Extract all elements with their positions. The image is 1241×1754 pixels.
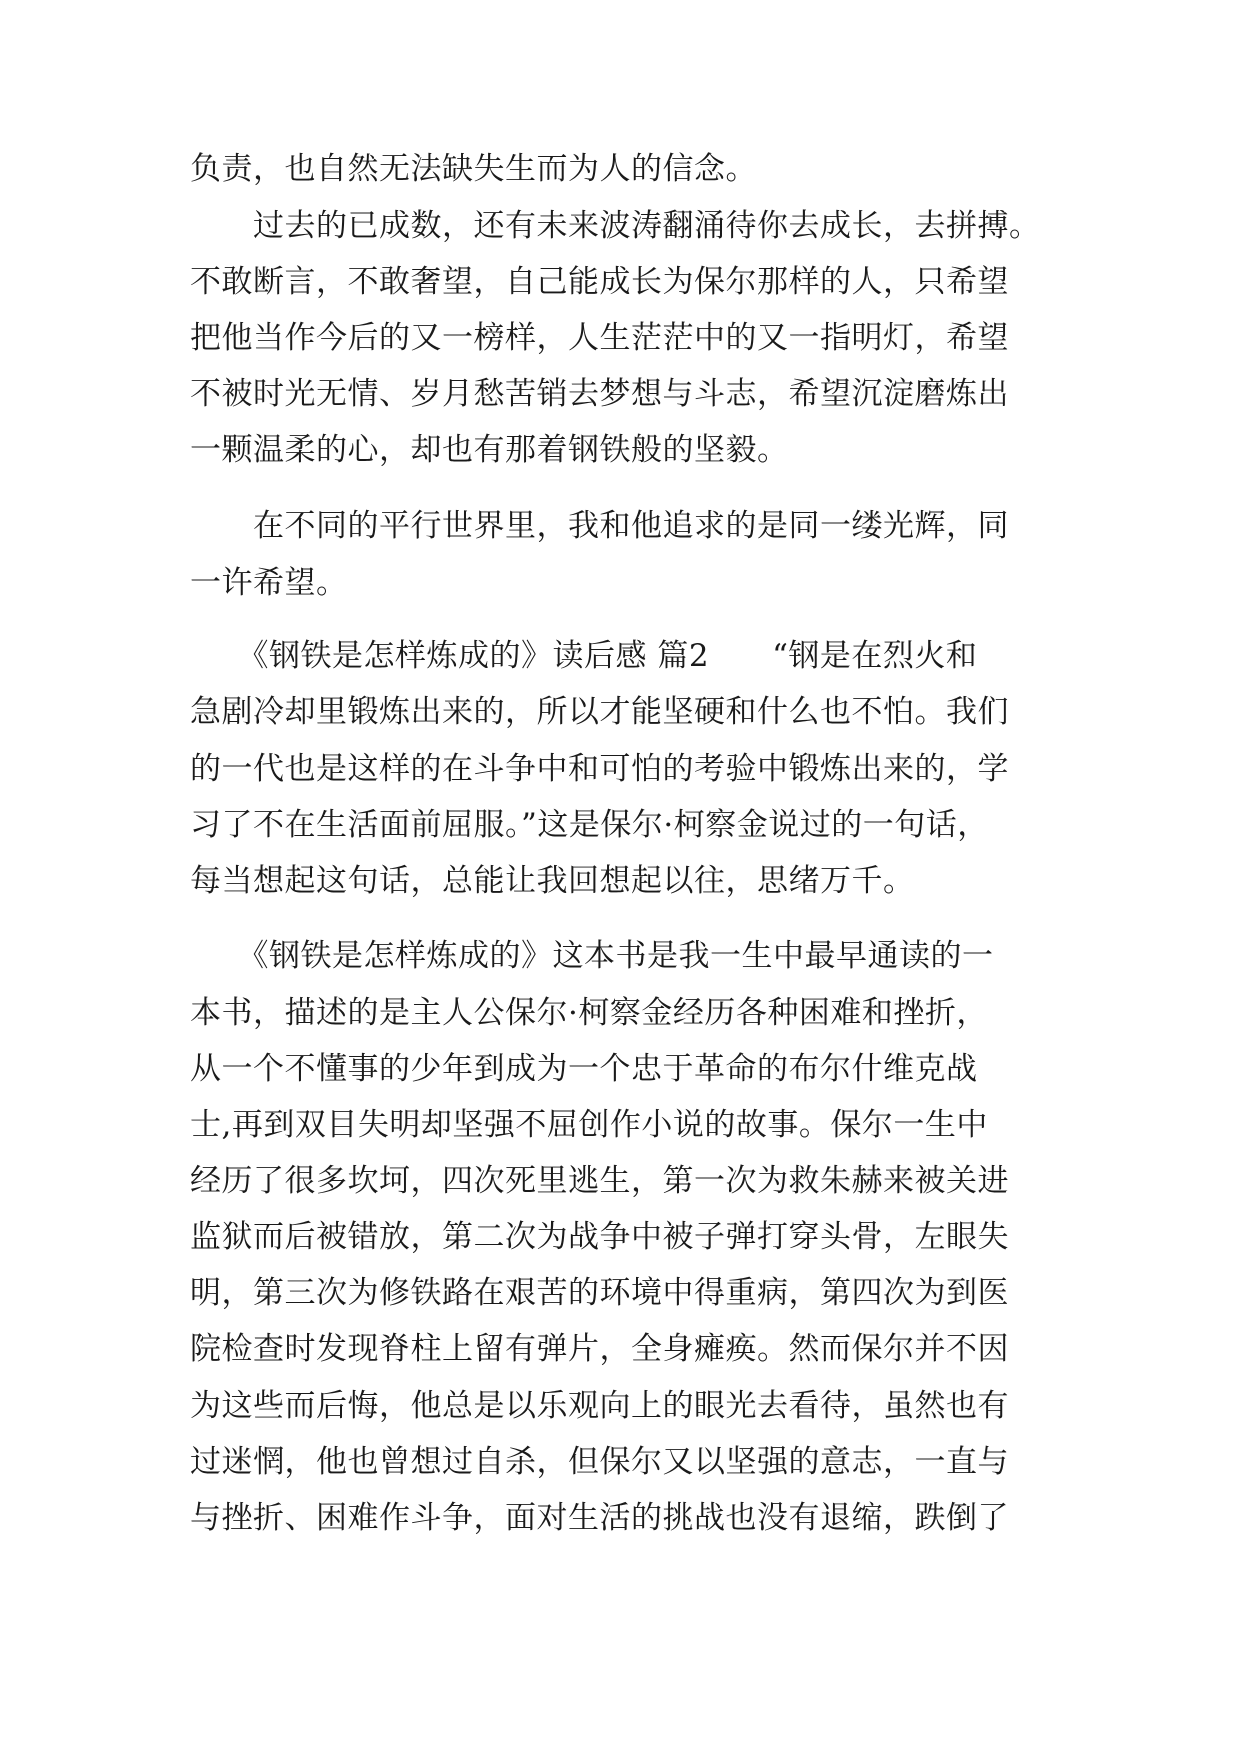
text-line: 的一代也是这样的在斗争中和可怕的考验中锻炼出来的，学 (190, 751, 1009, 787)
text-line: 监狱而后被错放，第二次为战争中被子弹打穿头骨，左眼失 (190, 1219, 1009, 1255)
text-line: 过去的已成数，还有未来波涛翻涌待你去成长，去拼搏。 (190, 208, 1041, 244)
text-line: 每当想起这句话，总能让我回想起以往，思绪万千。 (190, 863, 915, 899)
text-line: 习了不在生活面前屈服。”这是保尔·柯察金说过的一句话， (190, 807, 989, 843)
text-line: 过迷惘，他也曾想过自杀，但保尔又以坚强的意志，一直与 (190, 1444, 1009, 1480)
text-line: 急剧冷却里锻炼出来的，所以才能坚硬和什么也不怕。我们 (190, 694, 1009, 730)
text-line: 本书，描述的是主人公保尔·柯察金经历各种困难和挫折， (190, 995, 988, 1031)
text-line: 一许希望。 (190, 565, 348, 601)
text-line: 经历了很多坎坷，四次死里逃生，第一次为救朱赫来被关进 (190, 1163, 1009, 1199)
text-line: 不被时光无情、岁月愁苦销去梦想与斗志，希望沉淀磨炼出 (190, 376, 1009, 412)
text-line: 为这些而后悔，他总是以乐观向上的眼光去看待，虽然也有 (190, 1388, 1009, 1424)
text-line: 不敢断言，不敢奢望，自己能成长为保尔那样的人，只希望 (190, 264, 1009, 300)
text-line: 负责，也自然无法缺失生而为人的信念。 (190, 151, 757, 187)
text-line: 《钢铁是怎样炼成的》这本书是我一生中最早通读的一 (190, 938, 994, 974)
text-line: 明，第三次为修铁路在艰苦的环境中得重病，第四次为到医 (190, 1275, 1009, 1311)
text-line: 一颗温柔的心，却也有那着钢铁般的坚毅。 (190, 432, 789, 468)
text-line: 从一个不懂事的少年到成为一个忠于革命的布尔什维克战 (190, 1051, 978, 1087)
text-line: 与挫折、困难作斗争，面对生活的挑战也没有退缩，跌倒了 (190, 1500, 1009, 1536)
text-line: 在不同的平行世界里，我和他追求的是同一缕光辉，同 (190, 508, 1009, 544)
text-line: 士,再到双目失明却坚强不屈创作小说的故事。保尔一生中 (190, 1107, 988, 1143)
text-line: 把他当作今后的又一榜样，人生茫茫中的又一指明灯，希望 (190, 320, 1009, 356)
text-line: 《钢铁是怎样炼成的》读后感 篇2 “钢是在烈火和 (190, 638, 978, 674)
text-line: 院检查时发现脊柱上留有弹片，全身瘫痪。然而保尔并不因 (190, 1331, 1009, 1367)
